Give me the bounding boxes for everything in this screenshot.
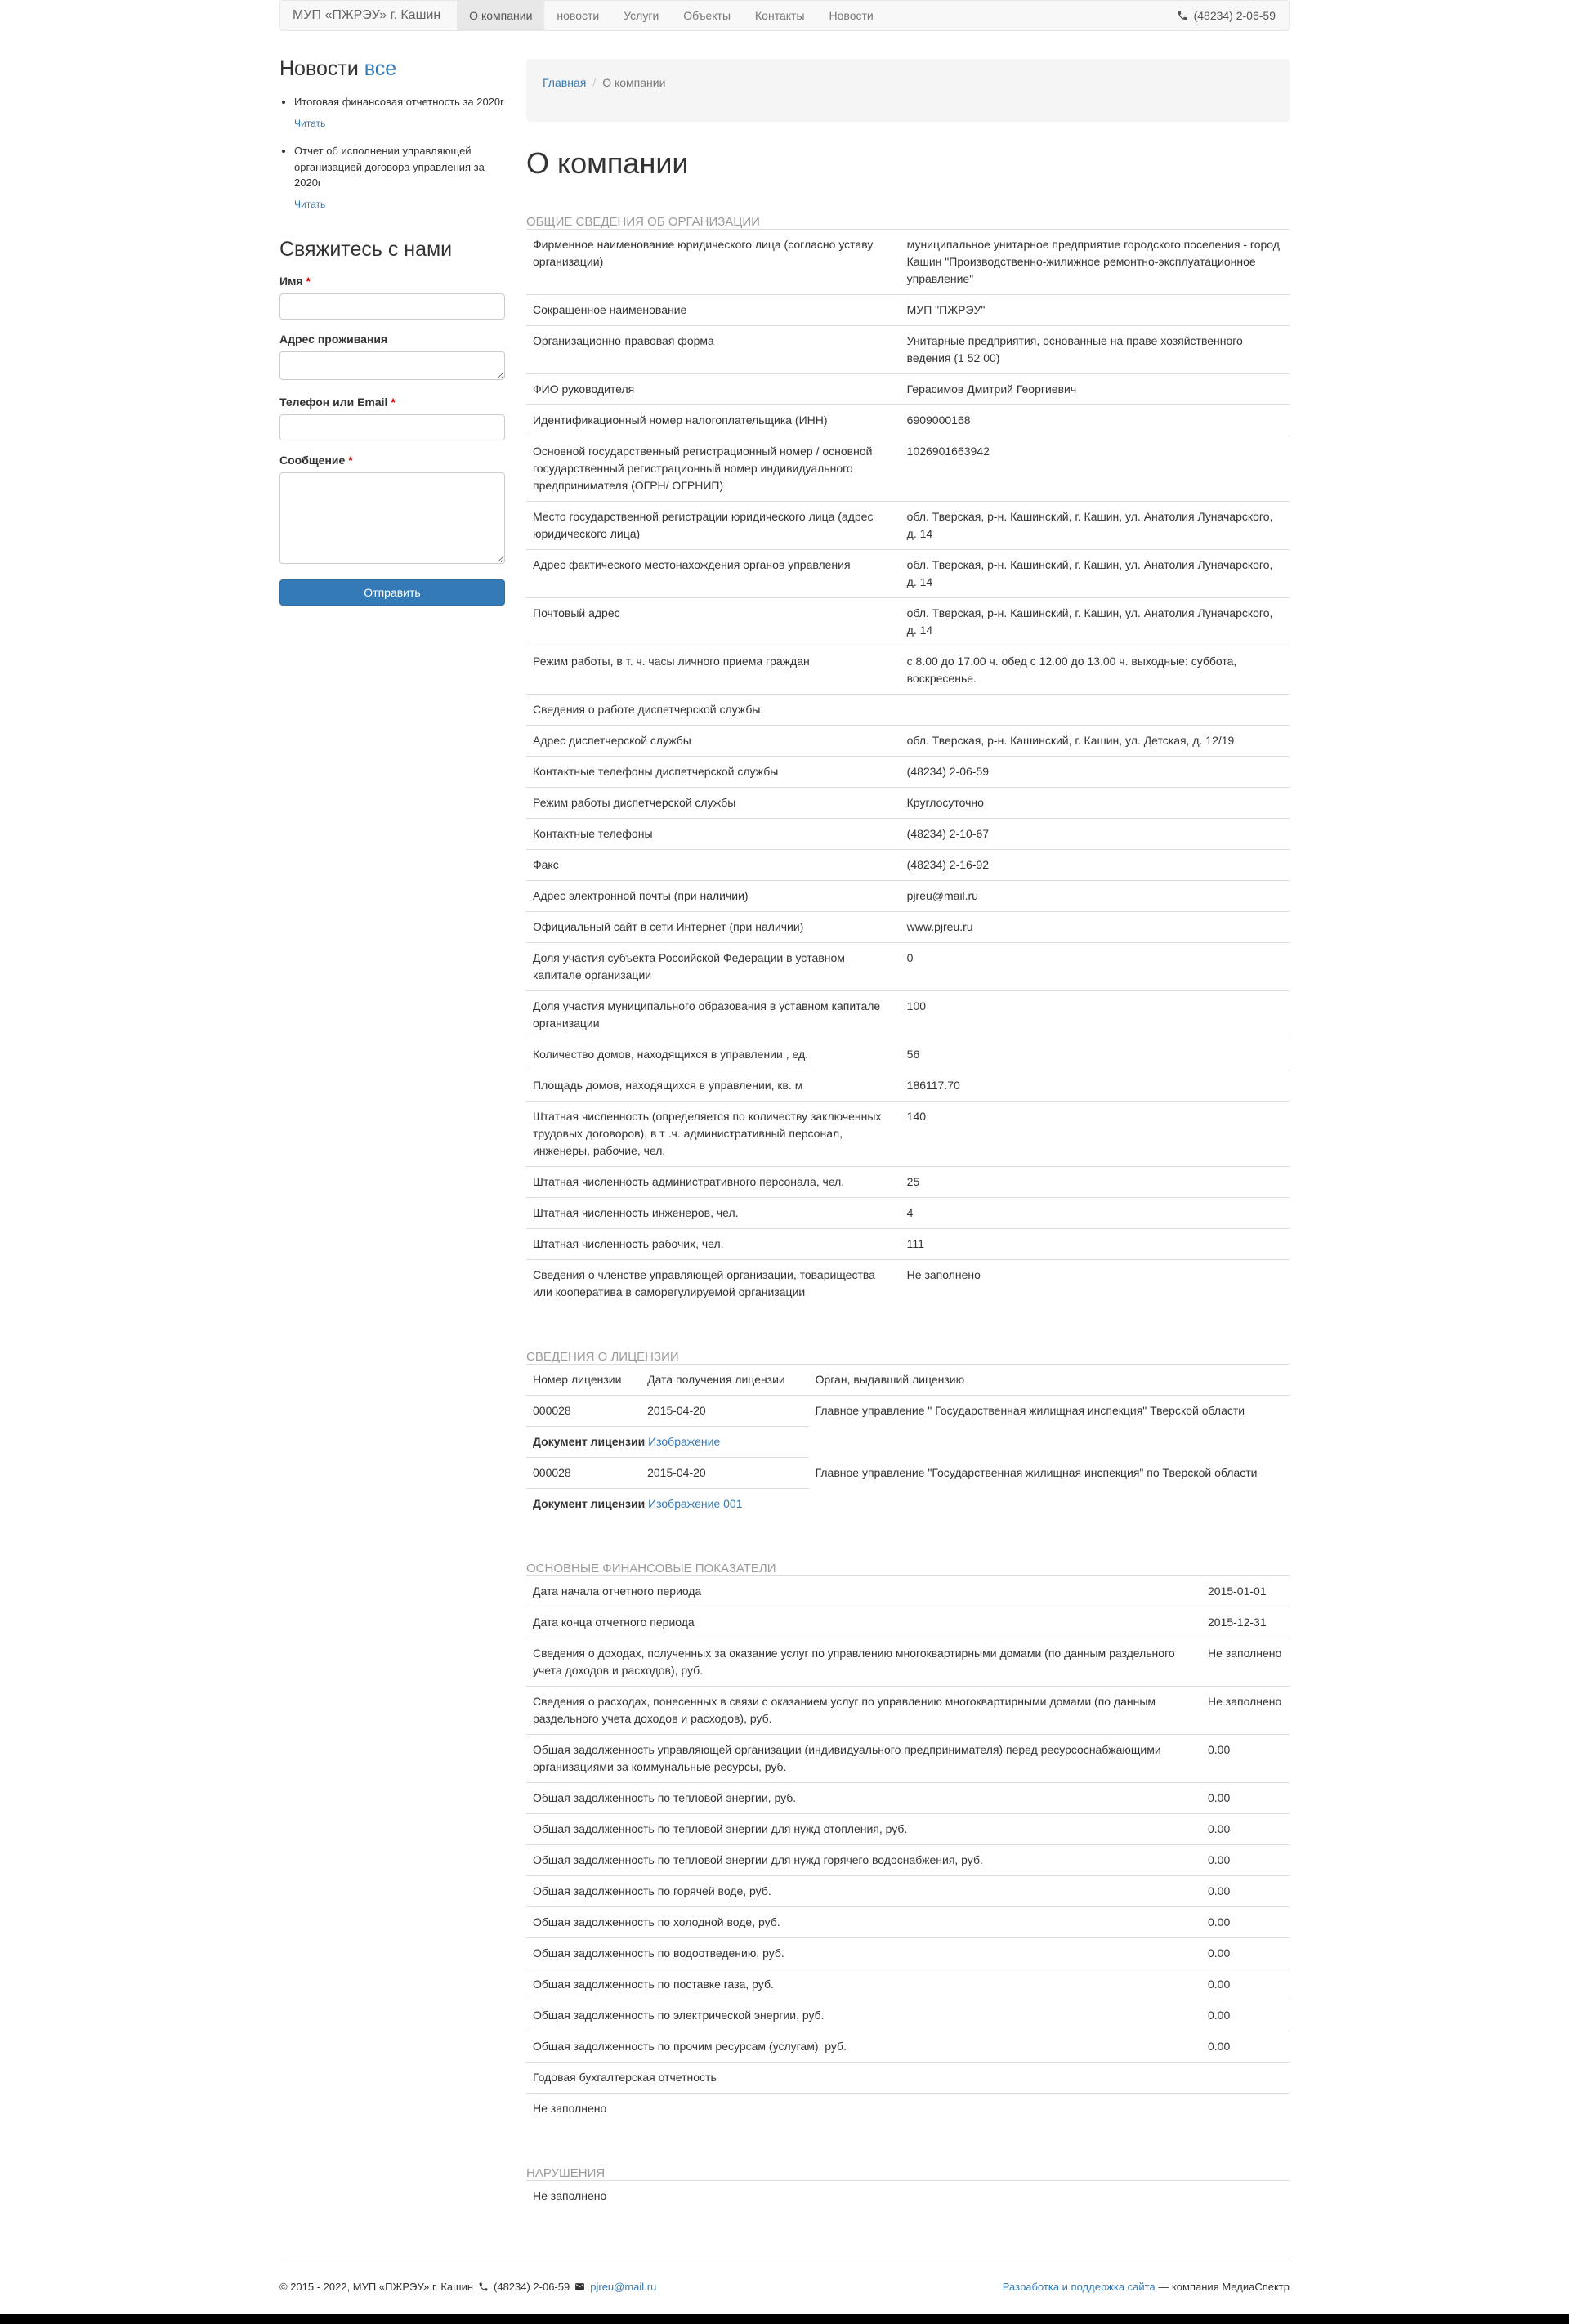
row-label: Сведения о доходах, полученных за оказание услуг по управлению многоквартирными домами (по данным раздельного учета доходов и расходов), руб. <box>526 1638 1201 1687</box>
row-value: 1026901663942 <box>901 436 1290 502</box>
financial-table <box>526 1575 1290 2124</box>
news-item-text: Отчет об исполнении управляющей организацией договора управления за 2020г <box>294 145 485 189</box>
row-label: Штатная численность рабочих, чел. <box>526 1229 901 1260</box>
row-value: 0.00 <box>1201 1907 1290 1938</box>
row-label: Площадь домов, находящихся в управлении, кв. м <box>526 1070 901 1102</box>
row-label: Факс <box>526 850 901 881</box>
bottom-bar <box>0 2314 1569 2324</box>
phone-label-text: Телефон или Email <box>279 396 388 409</box>
message-label-text: Сообщение <box>279 454 346 467</box>
table-row <box>526 598 1290 646</box>
row-label: Штатная численность административного персонала, чел. <box>526 1167 901 1198</box>
row-label: Общая задолженность по тепловой энергии, руб. <box>526 1783 1201 1814</box>
footer-phone: (48234) 2-06-59 <box>494 2281 570 2293</box>
required-mark: * <box>306 275 311 288</box>
name-field-group <box>279 275 505 320</box>
annual-report-value: Не заполнено <box>526 2094 1290 2125</box>
row-label: Общая задолженность по водоотведению, руб. <box>526 1938 1201 1969</box>
address-field-group <box>279 333 505 382</box>
table-row <box>526 502 1290 550</box>
address-label-text: Адрес проживания <box>279 333 388 346</box>
license-doc-link[interactable]: Изображение <box>648 1435 721 1448</box>
row-label: Общая задолженность по тепловой энергии для нужд горячего водоснабжения, руб. <box>526 1845 1201 1876</box>
address-input[interactable] <box>279 351 505 380</box>
row-label: Фирменное наименование юридического лица (согласно уставу организации) <box>526 230 901 295</box>
row-value: Не заполнено <box>1201 1687 1290 1735</box>
row-label: Общая задолженность по прочим ресурсам (услугам), руб. <box>526 2031 1201 2063</box>
breadcrumb-separator: / <box>592 76 597 89</box>
row-value: 25 <box>901 1167 1290 1198</box>
row-label: Сведения о расходах, понесенных в связи с оказанием услуг по управлению многоквартирными домами (по данным раздельного учета доходов и расходов), руб. <box>526 1687 1201 1735</box>
row-label: Доля участия муниципального образования в уставном капитале организации <box>526 991 901 1039</box>
row-label: Общая задолженность по горячей воде, руб. <box>526 1876 1201 1907</box>
license-doc-label: Документ лицензии <box>533 1435 646 1448</box>
row-value: 140 <box>901 1102 1290 1167</box>
address-label <box>279 333 505 346</box>
footer-dev-link[interactable]: Разработка и поддержка сайта <box>1002 2281 1156 2293</box>
brand-link[interactable]: МУП «ПЖРЭУ» г. Кашин <box>293 8 441 22</box>
table-row <box>526 2000 1290 2031</box>
table-row <box>526 1102 1290 1167</box>
sidebar <box>279 31 505 606</box>
nav-item-objects[interactable]: Объекты <box>683 9 731 22</box>
license-col-number: Номер лицензии <box>526 1365 641 1396</box>
table-row <box>526 326 1290 374</box>
row-label: Место государственной регистрации юридического лица (адрес юридического лица) <box>526 502 901 550</box>
license-col-authority: Орган, выдавший лицензию <box>809 1365 1290 1396</box>
row-value: обл. Тверская, р-н. Кашинский, г. Кашин, ул. Анатолия Луначарского, д. 14 <box>901 598 1290 646</box>
table-row <box>526 1814 1290 1845</box>
row-label: Доля участия субъекта Российской Федерации в уставном капитале организации <box>526 943 901 991</box>
submit-button[interactable]: Отправить <box>279 579 505 606</box>
section-title-financial: ОСНОВНЫЕ ФИНАНСОВЫЕ ПОКАЗАТЕЛИ <box>526 1562 776 1575</box>
footer-email-link[interactable]: pjreu@mail.ru <box>590 2281 657 2293</box>
nav-item-services[interactable]: Услуги <box>624 9 659 22</box>
row-value: 0.00 <box>1201 1938 1290 1969</box>
row-label: Сокращенное наименование <box>526 295 901 326</box>
message-label <box>279 454 505 467</box>
row-value: 6909000168 <box>901 405 1290 436</box>
phone-input[interactable] <box>279 414 505 440</box>
phone-icon <box>1177 10 1188 21</box>
row-label: Контактные телефоны диспетчерской службы <box>526 757 901 788</box>
row-value: 2015-12-31 <box>1201 1607 1290 1638</box>
table-row <box>526 1783 1290 1814</box>
contact-form <box>279 275 505 606</box>
table-row <box>526 991 1290 1039</box>
license-doc-cell <box>526 1427 809 1458</box>
page-container <box>279 0 1290 2311</box>
row-value: 4 <box>901 1198 1290 1229</box>
row-label: Режим работы, в т. ч. часы личного приема граждан <box>526 646 901 695</box>
table-row <box>526 1907 1290 1938</box>
license-doc-link[interactable]: Изображение 001 <box>648 1497 743 1510</box>
required-mark: * <box>348 454 353 467</box>
name-input[interactable] <box>279 293 505 320</box>
nav-item-novosti-lower[interactable]: новости <box>557 9 600 22</box>
footer-copyright: © 2015 - 2022, МУП «ПЖРЭУ» г. Кашин <box>279 2281 474 2293</box>
row-value: 0.00 <box>1201 2000 1290 2031</box>
row-label: Штатная численность (определяется по количеству заключенных трудовых договоров), в т .ч. административный персонал, инженеры, рабочие, чел. <box>526 1102 901 1167</box>
section-title-license: СВЕДЕНИЯ О ЛИЦЕНЗИИ <box>526 1350 679 1364</box>
row-value: Унитарные предприятия, основанные на праве хозяйственного ведения (1 52 00) <box>901 326 1290 374</box>
news-item-text: Итоговая финансовая отчетность за 2020г <box>294 96 504 108</box>
row-label: ФИО руководителя <box>526 374 901 405</box>
annual-report-label: Годовая бухгалтерская отчетность <box>526 2063 1290 2094</box>
license-doc-label: Документ лицензии <box>533 1497 646 1510</box>
navbar-phone-number: (48234) 2-06-59 <box>1193 9 1276 22</box>
news-heading-text: Новости <box>279 57 359 80</box>
violations-table <box>526 2180 1290 2211</box>
row-value: (48234) 2-16-92 <box>901 850 1290 881</box>
table-row <box>526 1167 1290 1198</box>
table-row <box>526 726 1290 757</box>
footer-right <box>1003 2281 1290 2293</box>
license-number: 000028 <box>526 1458 641 1489</box>
row-value: 100 <box>901 991 1290 1039</box>
row-value: обл. Тверская, р-н. Кашинский, г. Кашин, ул. Детская, д. 12/19 <box>901 726 1290 757</box>
row-value: Герасимов Дмитрий Георгиевич <box>901 374 1290 405</box>
news-item <box>294 94 505 131</box>
table-row <box>526 1070 1290 1102</box>
row-value: 56 <box>901 1039 1290 1070</box>
news-read-link[interactable]: Читать <box>294 198 326 210</box>
table-row <box>526 695 1290 726</box>
breadcrumb-home-link[interactable]: Главная <box>543 76 587 89</box>
table-row <box>526 912 1290 943</box>
row-value: (48234) 2-10-67 <box>901 819 1290 850</box>
table-row <box>526 1687 1290 1735</box>
row-value: Не заполнено <box>901 1260 1290 1308</box>
row-value: обл. Тверская, р-н. Кашинский, г. Кашин, ул. Анатолия Луначарского, д. 14 <box>901 550 1290 598</box>
table-row <box>526 943 1290 991</box>
general-info-table <box>526 229 1290 1307</box>
license-date: 2015-04-20 <box>641 1458 808 1489</box>
envelope-icon <box>574 2282 585 2292</box>
footer-dev-suffix: — компания МедиаСпектр <box>1158 2281 1290 2293</box>
row-label: Почтовый адрес <box>526 598 901 646</box>
row-label: Организационно-правовая форма <box>526 326 901 374</box>
row-value: МУП "ПЖРЭУ" <box>901 295 1290 326</box>
license-row <box>526 1458 1290 1489</box>
table-row <box>526 1969 1290 2000</box>
main-content <box>526 31 1290 2211</box>
row-label: Общая задолженность по поставке газа, руб. <box>526 1969 1201 2000</box>
table-row <box>526 819 1290 850</box>
row-value: обл. Тверская, р-н. Кашинский, г. Кашин, ул. Анатолия Луначарского, д. 14 <box>901 502 1290 550</box>
table-row <box>526 1198 1290 1229</box>
table-row <box>526 788 1290 819</box>
phone-label <box>279 396 505 409</box>
row-label: Режим работы диспетчерской службы <box>526 788 901 819</box>
message-input[interactable] <box>279 472 505 564</box>
breadcrumb <box>526 59 1290 122</box>
row-value: 0.00 <box>1201 1845 1290 1876</box>
table-row <box>526 1260 1290 1308</box>
row-value: (48234) 2-06-59 <box>901 757 1290 788</box>
news-list <box>279 94 505 212</box>
message-field-group <box>279 454 505 566</box>
contact-heading: Свяжитесь с нами <box>279 238 453 261</box>
row-label: Общая задолженность по тепловой энергии для нужд отопления, руб. <box>526 1814 1201 1845</box>
row-label: Общая задолженность управляющей организации (индивидуального предпринимателя) перед ресурсоснабжающими организациями за коммунальные ресурсы, руб. <box>526 1735 1201 1783</box>
annual-report-row <box>526 2063 1290 2094</box>
row-value: муниципальное унитарное предприятие городского поселения - город Кашин "Производственно-жилижное ремонтно-эксплуатационное управление" <box>901 230 1290 295</box>
name-label <box>279 275 505 288</box>
news-heading <box>279 57 505 81</box>
row-value: 186117.70 <box>901 1070 1290 1102</box>
row-label: Официальный сайт в сети Интернет (при наличии) <box>526 912 901 943</box>
table-row <box>526 550 1290 598</box>
row-label: Общая задолженность по электрической энергии, руб. <box>526 2000 1201 2031</box>
license-header-row <box>526 1365 1290 1396</box>
row-label: Основной государственный регистрационный номер / основной государственный регистрационный номер индивидуального предпринимателя (ОГРН/ ОГРНИП) <box>526 436 901 502</box>
table-row <box>526 1845 1290 1876</box>
row-value: 0.00 <box>1201 1876 1290 1907</box>
row-value: 0.00 <box>1201 1783 1290 1814</box>
row-label: Количество домов, находящихся в управлении , ед. <box>526 1039 901 1070</box>
table-row <box>526 1735 1290 1783</box>
row-label: Адрес фактического местонахождения органов управления <box>526 550 901 598</box>
section-title-general: ОБЩИЕ СВЕДЕНИЯ ОБ ОРГАНИЗАЦИИ <box>526 215 760 229</box>
license-col-date: Дата получения лицензии <box>641 1365 808 1396</box>
name-label-text: Имя <box>279 275 303 288</box>
table-row <box>526 1576 1290 1607</box>
table-row <box>526 881 1290 912</box>
row-label: Дата конца отчетного периода <box>526 1607 1201 1638</box>
footer <box>279 2259 1290 2311</box>
table-row <box>526 1876 1290 1907</box>
row-label: Адрес электронной почты (при наличии) <box>526 881 901 912</box>
row-label: Дата начала отчетного периода <box>526 1576 1201 1607</box>
row-value: 0.00 <box>1201 1735 1290 1783</box>
row-label: Адрес диспетчерской службы <box>526 726 901 757</box>
row-value: www.pjreu.ru <box>901 912 1290 943</box>
phone-field-group <box>279 396 505 440</box>
row-label: Общая задолженность по холодной воде, руб. <box>526 1907 1201 1938</box>
required-mark: * <box>391 396 396 409</box>
row-value: 0.00 <box>1201 1814 1290 1845</box>
row-label: Сведения о работе диспетчерской службы: <box>526 695 901 726</box>
violations-row <box>526 2181 1290 2212</box>
license-table <box>526 1364 1290 1519</box>
table-row <box>526 374 1290 405</box>
table-row <box>526 1638 1290 1687</box>
table-row <box>526 2031 1290 2063</box>
table-row <box>526 1938 1290 1969</box>
nav-item-contacts[interactable]: Контакты <box>755 9 805 22</box>
navbar-left <box>280 1 886 30</box>
row-label: Контактные телефоны <box>526 819 901 850</box>
row-value: Не заполнено <box>1201 1638 1290 1687</box>
row-value <box>901 695 1290 726</box>
license-authority: Главное управление "Государственная жилищная инспекция" по Тверской области <box>815 1465 1258 1479</box>
row-label: Штатная численность инженеров, чел. <box>526 1198 901 1229</box>
row-value: с 8.00 до 17.00 ч. обед с 12.00 до 13.00 ч. выходные: суббота, воскресенье. <box>901 646 1290 695</box>
license-doc-cell <box>526 1489 809 1520</box>
table-row <box>526 1039 1290 1070</box>
row-value: 0.00 <box>1201 1969 1290 2000</box>
row-value: 111 <box>901 1229 1290 1260</box>
row-label: Сведения о членстве управляющей организации, товарищества или кооператива в саморегулируемой организации <box>526 1260 901 1308</box>
news-read-link[interactable]: Читать <box>294 117 326 129</box>
license-date: 2015-04-20 <box>641 1396 808 1427</box>
row-value: Круглосуточно <box>901 788 1290 819</box>
nav-item-news[interactable]: Новости <box>829 9 874 22</box>
table-row <box>526 757 1290 788</box>
table-row <box>526 230 1290 295</box>
row-value: 2015-01-01 <box>1201 1576 1290 1607</box>
navbar <box>279 0 1290 31</box>
table-row <box>526 295 1290 326</box>
nav-item-about[interactable]: О компании <box>457 1 544 30</box>
news-item <box>294 143 505 212</box>
table-row <box>526 850 1290 881</box>
license-row <box>526 1396 1290 1427</box>
row-label: Идентификационный номер налогоплательщика (ИНН) <box>526 405 901 436</box>
table-row <box>526 405 1290 436</box>
table-row <box>526 1229 1290 1260</box>
news-all-link[interactable]: все <box>364 57 397 80</box>
breadcrumb-current: О компании <box>602 76 666 89</box>
violations-value: Не заполнено <box>526 2181 1290 2212</box>
table-row <box>526 646 1290 695</box>
content-row <box>279 31 1290 2211</box>
license-number: 000028 <box>526 1396 641 1427</box>
footer-left <box>279 2281 656 2293</box>
license-authority: Главное управление " Государственная жилищная инспекция" Тверской области <box>809 1396 1290 1458</box>
table-row <box>526 436 1290 502</box>
row-value: 0.00 <box>1201 2031 1290 2063</box>
annual-report-value-row <box>526 2094 1290 2125</box>
page-title: О компании <box>526 146 689 180</box>
navbar-phone <box>1164 1 1289 30</box>
table-row <box>526 1607 1290 1638</box>
section-title-violations: НАРУШЕНИЯ <box>526 2166 606 2180</box>
row-value: 0 <box>901 943 1290 991</box>
row-value: pjreu@mail.ru <box>901 881 1290 912</box>
phone-icon <box>478 2282 489 2292</box>
